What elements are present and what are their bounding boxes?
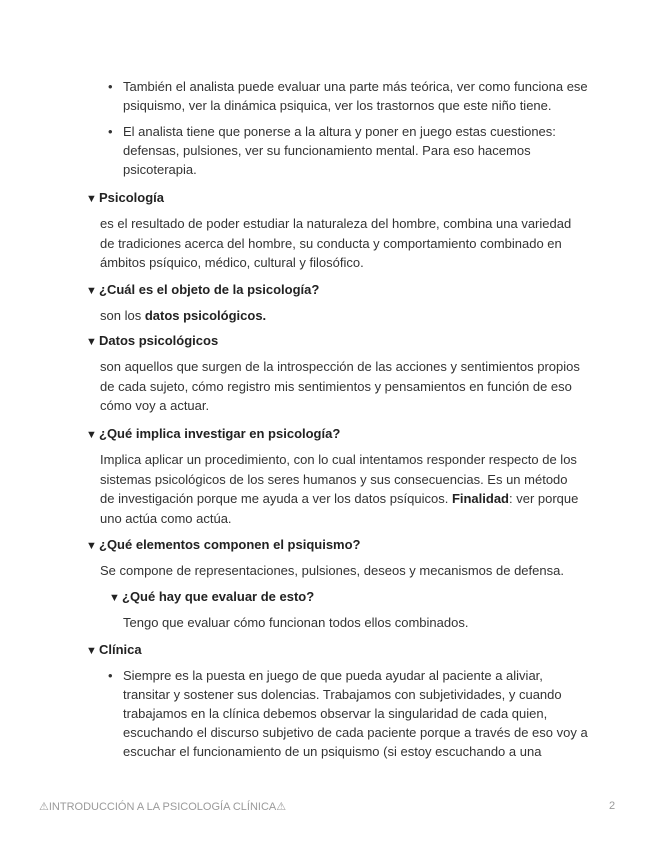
toggle-datos-psicologicos[interactable]	[86, 332, 218, 351]
page-number: 2	[609, 800, 616, 812]
list-item-text: También el analista puede evaluar una parte más teórica, ver como funciona ese psiquismo, ver la dinámica psiquica, ver los trastornos que este niño tiene.	[123, 79, 588, 113]
toggle-title: Datos psicológicos	[99, 333, 219, 348]
toggle-title: ¿Qué implica investigar en psicología?	[99, 426, 341, 441]
toggle-elementos[interactable]	[86, 536, 361, 555]
section-body: Tengo que evaluar cómo funcionan todos ellos combinados.	[123, 615, 469, 630]
section-body	[100, 306, 580, 326]
toggle-investigar[interactable]	[86, 425, 340, 444]
list-item-text: El analista tiene que ponerse a la altura y poner en juego estas cuestiones: defensas, pulsiones, ver su funcionamiento mental. Para eso hacemos psicoterapia.	[123, 124, 556, 177]
triangle-down-icon[interactable]: ▼	[86, 193, 97, 205]
top-bullet-list	[108, 77, 588, 179]
triangle-down-icon[interactable]: ▼	[86, 429, 97, 441]
section-body: es el resultado de poder estudiar la naturaleza del hombre, combina una variedad de tradiciones acerca del hombre, su conducta y comportamiento combinado en ámbitos psíquico, médico, cultural y filosófico.	[100, 216, 572, 270]
toggle-title: ¿Qué elementos componen el psiquismo?	[99, 537, 361, 552]
section-body: son aquellos que surgen de la introspección de las acciones y sentimientos propios de cada sujeto, cómo registro mis sentimientos y pensamientos en función de eso cómo voy a actuar.	[100, 359, 580, 413]
body-bold-text: datos psicológicos.	[144, 308, 267, 323]
list-item-text: Siempre es la puesta en juego de que pueda ayudar al paciente a aliviar, transitar y sostener sus dolencias. Trabajamos con subjetividades, y cuando trabajamos en la clínica debemos observar la singularidad de cada quien, escuchando el discurso subjetivo de cada paciente porque a través de eso voy a escuchar el funcionamiento de un psiquismo (si estoy escuchando a una	[123, 668, 588, 759]
triangle-down-icon[interactable]: ▼	[86, 540, 97, 552]
body-text: : ver porque uno actúa como actúa.	[100, 491, 579, 526]
triangle-down-icon[interactable]: ▼	[86, 285, 97, 297]
toggle-title: Psicología	[99, 190, 165, 205]
toggle-psicologia[interactable]	[86, 189, 164, 208]
body-bold-text: Finalidad	[451, 491, 509, 506]
clinica-bullet-list	[108, 666, 588, 761]
body-text: Implica aplicar un procedimiento, con lo cual intentamos responder respecto de los sistemas psicológicos de los seres humanos y sus consecuencias. Es un método de investigación porque me ayuda a ver los datos psíquicos.	[100, 452, 577, 506]
list-item	[108, 666, 588, 761]
toggle-title: Clínica	[99, 642, 142, 657]
list-item	[108, 122, 588, 179]
body-text: son los	[100, 308, 145, 323]
toggle-objeto[interactable]	[86, 281, 319, 300]
toggle-clinica[interactable]	[86, 641, 142, 660]
toggle-title: ¿Qué hay que evaluar de esto?	[122, 589, 315, 604]
section-body: Se compone de representaciones, pulsiones, deseos y mecanismos de defensa.	[100, 563, 564, 578]
list-item	[108, 77, 588, 115]
footer-title: ⚠INTRODUCCIÓN A LA PSICOLOGÍA CLÍNICA⚠	[39, 801, 287, 813]
toggle-evaluar[interactable]	[109, 588, 314, 607]
triangle-down-icon[interactable]: ▼	[109, 592, 120, 604]
section-body	[100, 450, 580, 528]
triangle-down-icon[interactable]: ▼	[86, 336, 97, 348]
toggle-title: ¿Cuál es el objeto de la psicología?	[99, 282, 320, 297]
triangle-down-icon[interactable]: ▼	[86, 645, 97, 657]
